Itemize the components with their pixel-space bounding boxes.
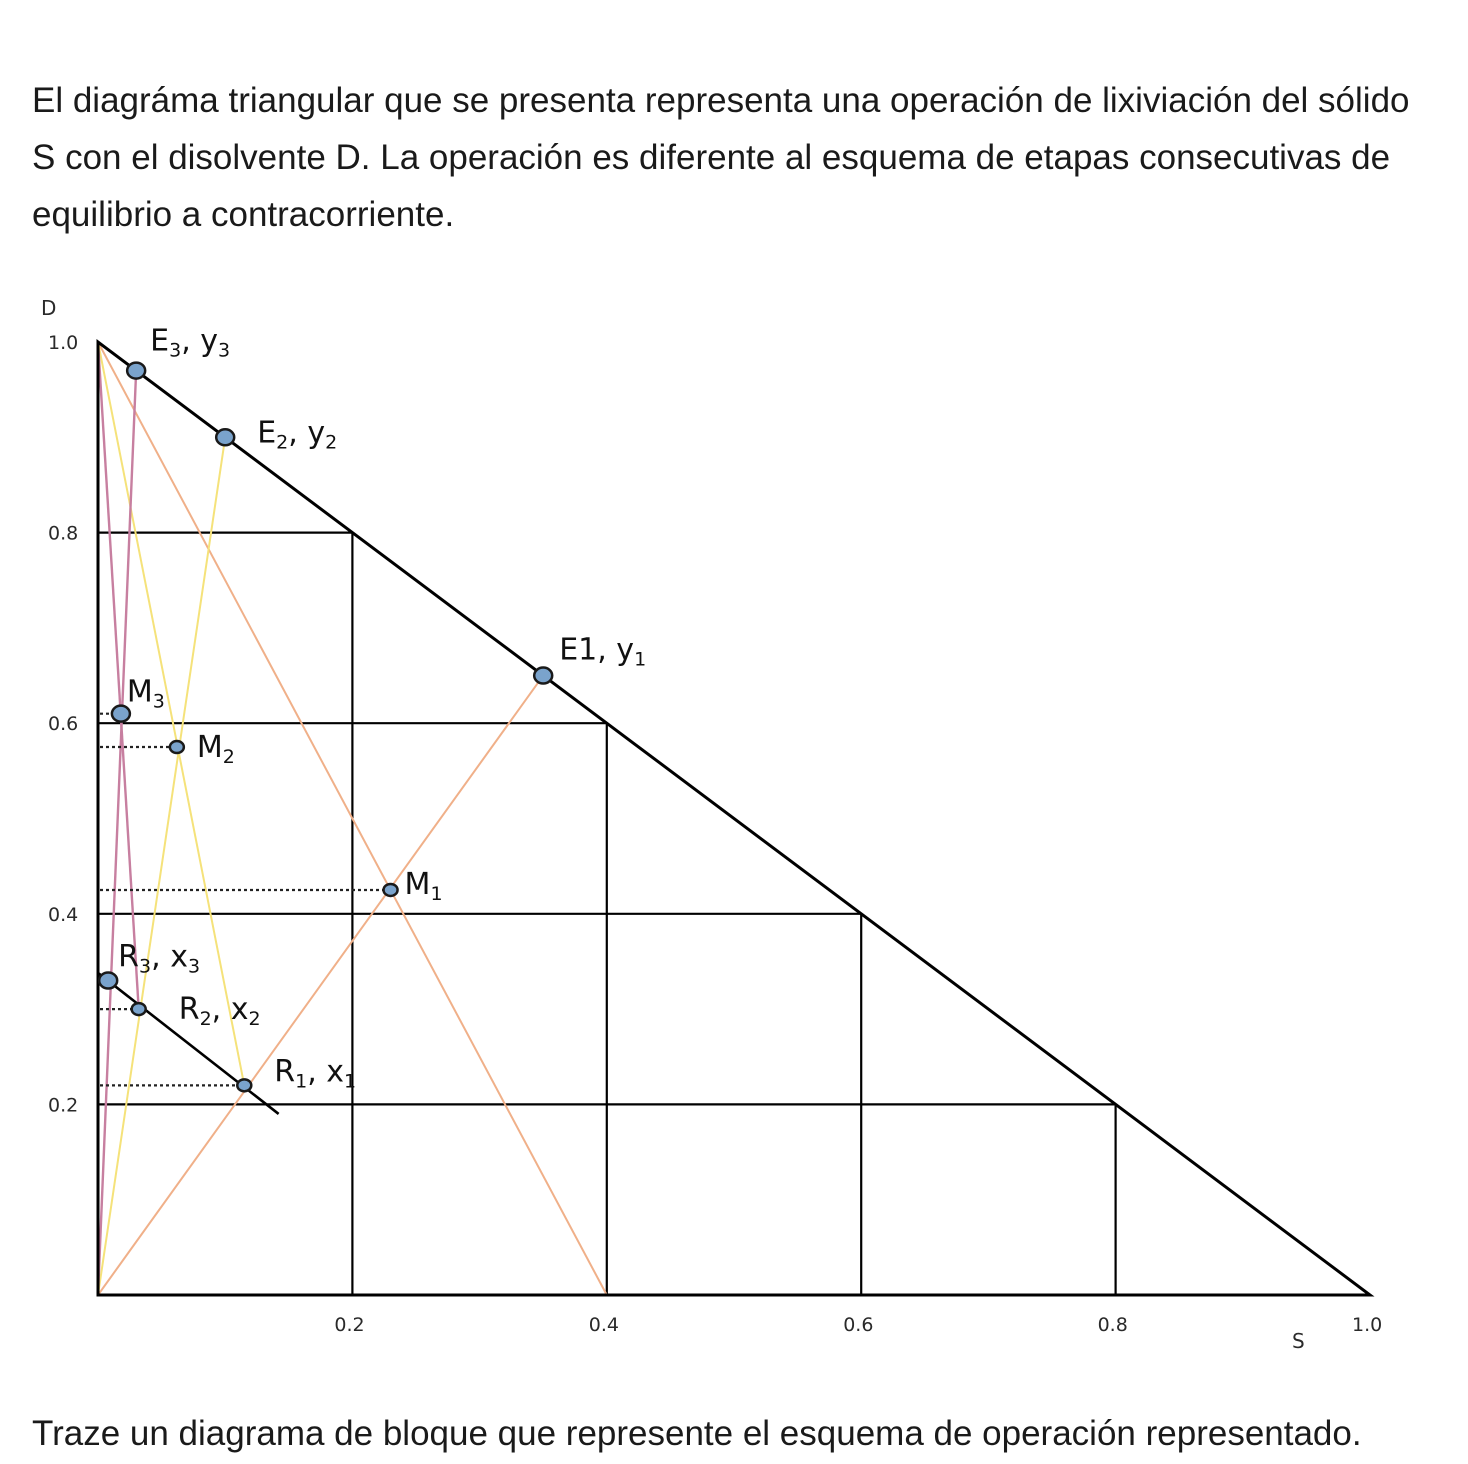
tie-line-origin-to-e1 <box>98 676 543 1295</box>
x-tick-0.8: 0.8 <box>1097 1314 1128 1336</box>
y-tick-0.4: 0.4 <box>48 903 79 926</box>
point-e2-label: $E_2$, $y_2$ <box>257 415 338 454</box>
point-m2-marker <box>170 741 184 753</box>
point-r1-marker <box>237 1079 251 1091</box>
y-tick-1.0: 1.0 <box>48 332 79 354</box>
triangle-outline <box>98 342 1370 1295</box>
y-tick-0.6: 0.6 <box>48 713 79 736</box>
point-r2-label: $R_2$, $x_2$ <box>178 992 261 1031</box>
diagram-points <box>99 324 646 1093</box>
point-m2-label: $M_2$ <box>196 730 235 769</box>
axis-ticks <box>41 296 1382 1353</box>
point-e3-marker <box>127 363 145 379</box>
point-e1-label: E1, $y_1$ <box>559 632 647 671</box>
y-axis-name: D <box>41 296 57 320</box>
point-r2-marker <box>132 1003 146 1015</box>
x-axis-name: S <box>1292 1329 1305 1353</box>
diagram-frame <box>98 342 1370 1295</box>
point-e2-marker <box>216 429 234 445</box>
x-tick-0.6: 0.6 <box>843 1314 874 1336</box>
x-tick-0.4: 0.4 <box>588 1314 620 1336</box>
tie-line-origin-to-e2 <box>98 437 225 1295</box>
point-e1-marker <box>534 668 552 684</box>
point-m1-label: $M_1$ <box>404 866 443 905</box>
tie-line-origin-to-e3 <box>98 371 136 1295</box>
point-r3-marker <box>99 973 117 989</box>
point-e3-label: $E_3$, $y_3$ <box>150 323 231 362</box>
point-r3-label: $R_3$, $x_3$ <box>118 939 201 978</box>
x-tick-0.2: 0.2 <box>334 1314 365 1336</box>
dotted-leaders <box>100 714 385 1086</box>
y-tick-0.8: 0.8 <box>48 522 79 545</box>
y-tick-0.2: 0.2 <box>48 1094 79 1117</box>
intro-paragraph: El diagráma triangular que se presenta representa una operación de lixiviación del sólido S con el disolvente D. La operación es diferente al esquema de etapas consecutivas de equilibrio a contracorriente. <box>32 81 1410 234</box>
point-r1-label: $R_1$, $x_1$ <box>274 1054 357 1093</box>
question-paragraph: Traze un diagrama de bloque que represente el esquema de operación representado. <box>32 1414 1362 1453</box>
point-m1-marker <box>384 884 398 896</box>
x-tick-1.0: 1.0 <box>1352 1314 1383 1336</box>
point-m3-label: $M_3$ <box>126 674 165 713</box>
